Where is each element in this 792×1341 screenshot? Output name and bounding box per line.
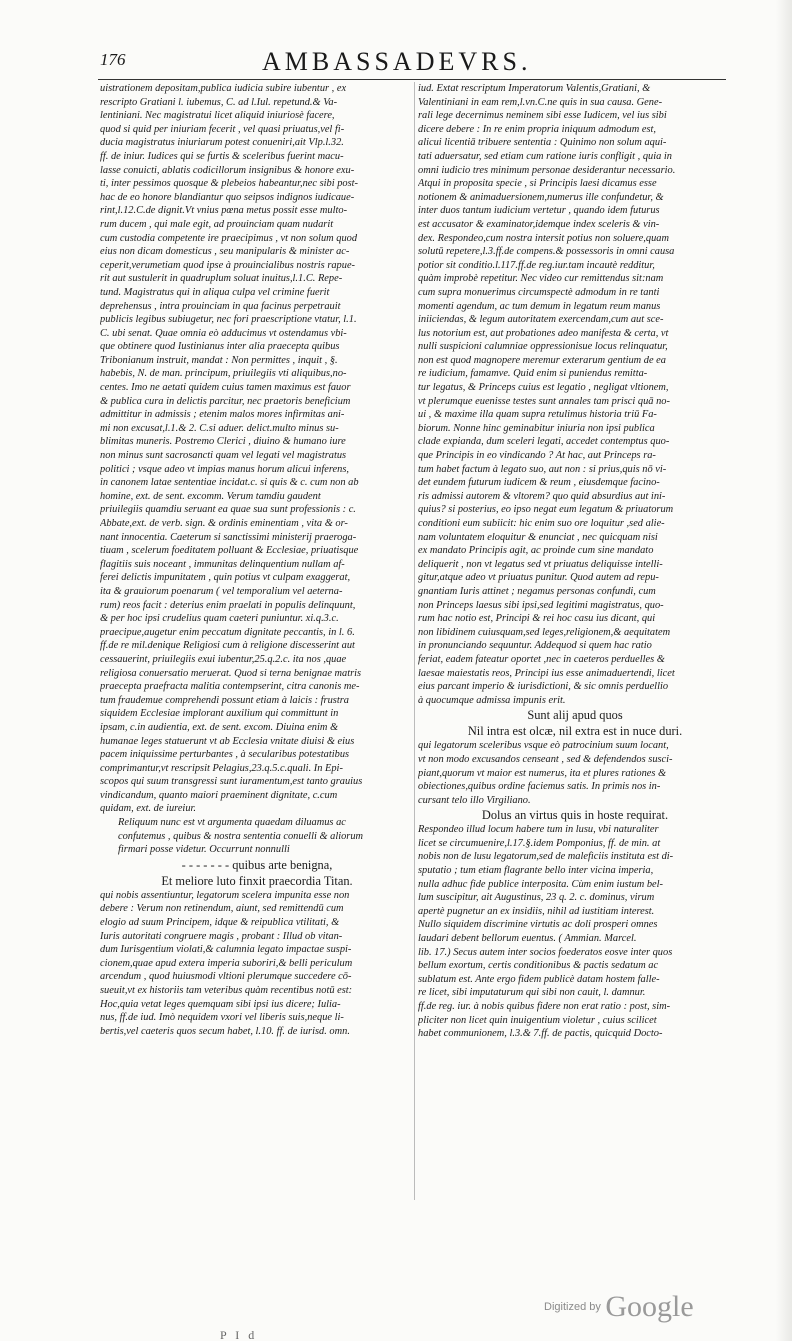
text-line: iud. Extat rescriptum Imperatorum Valentis,Gratiani, & [418, 83, 651, 94]
text-line: elogio ad suum Principem, idque & reipublica vtilitati, & [100, 917, 340, 929]
text-line: re iudicium, famamve. Quid enim si puniendus remitta- [418, 368, 648, 380]
text-line: vt plerumque euenisse testes sunt annales tam prisci quā no- [418, 395, 670, 407]
text-line: clade expianda, dum sceleri legati, accedet contemptus quo- [418, 436, 670, 448]
text-line: tiuam , scelerum foeditatem polluant & Ecclesiae, priuatisque [100, 545, 359, 557]
text-line: nobis non de lusu legatorum,sed de malefìciis instituta est di- [418, 851, 674, 863]
text-line: apertè pugnetur an ex insidiis, nihil ad iustitiam interest. [418, 905, 655, 917]
text-line: que obtinere quod Iustinianus inter alia praecepta quibus [100, 341, 340, 353]
text-line: pliciter non licet quin inuigentium violetur , cuius scilicet [418, 1014, 657, 1026]
text-line: tur legatus, & Princeps cuius est legatio , negligat vltionem, [418, 382, 669, 394]
text-line: dex. Respondeo,cum nostra intersit potius non soluere,quam [418, 232, 669, 244]
text-line: tati aduersatur, sed etiam cum ratione iuris confligit , quia in [418, 150, 672, 162]
text-line: ff. de iniur. Iudices qui se furtis & sceleribus fuerint macu- [100, 150, 344, 162]
text-line: momenti agendum, ac tum demum in legatum reum manus [418, 300, 661, 312]
text-line: omni iudicio tres minimum personae desiderantur necessario. [418, 164, 676, 176]
text-line: solutū repetere,l.3.ff.de compens.& possessoris in omni causa [418, 246, 675, 258]
text-line: feriat, eadem fateatur oportet ,nec in caeteros perduelles & [418, 653, 665, 665]
left-paragraph-reliquum [100, 816, 414, 857]
text-line: hac de eo honore blandiantur quo seipsos indignos iudicaue- [100, 191, 355, 203]
text-line: lum suscipitur, ait Augustinus, 23 q. 2. c. dominus, virum [418, 892, 655, 904]
text-line: laudari debent bellorum euentus. ( Ammian. Marcel. [418, 933, 637, 945]
text-line: obiectiones,quibus ordine faciemus satis. In primis nos in- [418, 781, 661, 793]
page-edge-shadow [776, 0, 792, 1341]
text-line: Nullo siquidem discrimine virtutis ac doli prosperi omnes [418, 919, 658, 931]
text-line: cionem,quae apud extera imperia suboriri,& belli periculum [100, 957, 353, 969]
left-body-text [100, 82, 414, 816]
text-line: vt non modo excusandos censeant , sed & defendendos susci- [418, 753, 673, 765]
text-line: Abbate,ext. de verb. sign. & ordinis eminentiam , vita & or- [100, 518, 348, 529]
text-line: ferei delictis impunitatem , quin potius vt culpam exaggerat, [100, 572, 351, 584]
text-line: ita & grauiorum poenarum ( vel temporalium vel aeterna- [100, 585, 343, 597]
text-line: non minus sunt sacrosancti quam vel legati vel magistratus [100, 450, 347, 462]
text-line: praecepta praefracta malitia contempserint, citra canonis me- [100, 681, 360, 693]
google-logo: Google [605, 1290, 694, 1323]
text-line: Atqui in proposita specie , si Principis laesi dicamus esse [418, 178, 657, 190]
text-line: licet se circumuenire,l.17.§.idem Pomponius, ff. de min. at [418, 837, 661, 849]
text-line: cursant telo illo Virgiliano. [418, 794, 531, 806]
text-line: non Princeps laesus sibi ipsi,sed legitimi magistratus, quo- [418, 599, 664, 611]
text-line: & publica cura in delictis parcitur, nec praetoris beneficium [100, 395, 351, 407]
text-line: ex mandato Principis agit, ac proinde cum sine mandato [418, 545, 654, 557]
text-line: ff.de reg. iur. à nobis quibus fidere non erat ratio : post, sim- [418, 1001, 671, 1012]
text-line: blimitas muneris. Postremo Clerici , diuino & humano iure [100, 436, 346, 448]
text-line: flagitiis suis noceant , immunitas delinquentium nullam af- [100, 558, 345, 570]
text-line: rint,l.12.C.de dignit.Vt vnius pœna metus possit esse multo- [100, 205, 348, 217]
text-line: praecipue,augetur enim peccatum dignitate peccantis, in l. 6. [100, 626, 355, 638]
text-line: deprehensus , intra prouinciam in qua facinus perpetrauit [100, 300, 341, 312]
text-line: non est quod magnopere meremur exterarum gentium de ea [418, 354, 666, 366]
text-line: comprimantur,vt rescripsit Pelagius,23.q.5.c.quali. In Epi- [100, 762, 343, 774]
text-line: non libidinem cuiusquam,sed leges,religionem,& aequitatem [418, 626, 671, 638]
text-line: dicere debere : In re enim propria iniquum admodum est, [418, 123, 656, 135]
text-line: inter duos tantum iudicium vertetur , quando idem futurus [418, 205, 660, 217]
text-line: lus notorium est, aut probationes adeo manifesta & certa, vt [418, 327, 669, 339]
text-line: humanae leges statuerunt vt ab Ecclesia vnitate diuisi & eius [100, 735, 355, 747]
text-line: eius parcant imperio & iurisdictioni, & sic omnis perduellio [418, 681, 669, 693]
text-line: à quocumque admissa impunis erit. [418, 694, 566, 706]
text-line: quàm improbè repetitur. Nec video cur remittendus sit:nam [418, 273, 664, 285]
text-line: nam voluntatem eloquitur & enunciat , nec quicquam nisi [418, 531, 658, 543]
text-line: Reliquum nunc est vt argumenta quaedam diluamus ac [118, 817, 346, 829]
right-mid-text [418, 739, 732, 807]
text-line: gitur,atque adeo vt priuatus punitur. Quod autem ad repu- [418, 572, 659, 584]
left-verse-quote [100, 857, 414, 889]
text-line: scopos qui suum transgressi sunt iuramentum,est tanto grauius [100, 776, 363, 788]
right-verse-heading: Dolus an virtus quis in hoste requirat. [481, 808, 669, 823]
text-line: Respondeo illud locum habere tum in lusu, vbi naturaliter [418, 824, 659, 836]
left-end-text [100, 889, 414, 1039]
text-line: debere : Verum non retinendum, aiunt, sed remittendū cum [100, 903, 344, 915]
text-line: piant,quorum vt maior est numerus, ita et plures rationes & [418, 767, 667, 779]
text-line: dum Iurisgentium violati,& calumnia legato impactae suspi- [100, 944, 352, 956]
text-line: ipsam, c.in audientia, ext. de sent. excom. Diuina enim & [100, 721, 339, 733]
text-line: in pronunciando sequuntur. Addequod si quem hac ratio [418, 640, 652, 652]
header-rule [98, 79, 726, 80]
text-line: qui legatorum sceleribus vsque eò patrocinium suum locant, [418, 740, 669, 752]
text-line: admittitur in admissis ; etenim malos mores infirmitas ani- [100, 409, 345, 421]
text-line: potior sit conditio.l.117.ff.de reg.iur.tam incautè redditur, [418, 259, 655, 271]
verse-line: - - - - - - - quibus arte benigna, [181, 857, 333, 872]
text-line: rum ducem , qui male egit, ad prouinciam quam nudarit [100, 218, 334, 230]
text-line: laesae maiestatis reos, Principi ius esse animaduertendi, licet [418, 667, 675, 679]
text-line: sputatio ; tum etiam flagrante bello inter vicina imperia, [418, 865, 654, 877]
text-line: ff.de re mil.denique Religiosi cum à religione discesserint aut [100, 640, 355, 652]
verse-line: Et meliore luto finxit praecordia Titan. [161, 873, 353, 888]
text-line: que Principis in eo vindicando ? At hac, aut Princeps ra- [418, 450, 656, 462]
text-line: eius non dicam domesticus , seu manipularis & minister ac- [100, 246, 350, 258]
text-line: alicui licentiā tribuere sententia : Quinimo non solum aqui- [418, 137, 667, 149]
right-body-text [418, 82, 732, 707]
text-line: habet communionem, l.3.& 7.ff. de pactis, quicquid Docto- [418, 1028, 663, 1040]
verse-line: Sunt alij apud quos [527, 708, 623, 723]
text-line: in canonem latae sententiae incidat.c. si quis & c. cum non ab [100, 477, 359, 489]
watermark-small-text: Digitized by [544, 1301, 601, 1313]
text-line: det eundem futurum iudicem & reum , eiusdemque facino- [418, 477, 660, 489]
bottom-cropped-text: P I d [220, 1328, 258, 1341]
text-line: sublatum est. Ante ergo fidem publicè datam hostem falle- [418, 973, 660, 985]
text-line: est accusator & examinator,idemque index sceleris & vin- [418, 218, 660, 230]
text-line: uistrationem depositam,publica iudicia subire iubentur , ex [100, 83, 347, 94]
text-line: C. ubi senat. Quae omnia eò adducimus vt ostendamus vbi- [100, 327, 347, 339]
text-line: conditioni eum subiicit: hic enim suo ore loquitur ,sed alie- [418, 518, 665, 529]
text-line: quidam, ext. de iureiur. [100, 803, 197, 815]
text-line: qui nobis assentiuntur, legatorum scelera impunita esse non [100, 889, 350, 901]
text-line: lasse conuicti, ablatis codicillorum insignibus & honore exu- [100, 164, 355, 176]
text-line: bellum exortum, certis conditionibus & pactis sedatum ac [418, 960, 659, 972]
text-line: mi non excusat,l.1.& 2. C.si aduer. delict.multo minus su- [100, 422, 339, 434]
text-line: sueuit,vt ex historiis tam veteribus quàm recentibus notū est: [100, 985, 353, 996]
running-head: AMBASSADEVRS. [262, 47, 532, 76]
text-line: firmari posse videtur. Occurrunt nonnulli [118, 844, 290, 856]
left-column [100, 82, 414, 1038]
text-line: rescripto Gratiani l. iubemus, C. ad l.Iul. repetund.& Va- [100, 96, 338, 108]
text-line: ceperit,verumetiam quod ipse à prouincialibus nostris rapue- [100, 259, 356, 271]
text-line: publicis legibus subiugetur, nec fori praescriptione vtatur, l.1. [100, 314, 357, 326]
text-line: ui , & maxime illa quam supra retulimus historia triū Fa- [418, 409, 657, 421]
text-line: priuilegiis quamdiu seruant ea quae sua sunt professionis : c. [100, 504, 356, 516]
text-line: homine, ext. de sent. excomm. Verum tamdiu gaudent [100, 490, 321, 502]
text-line: Tribonianum instruit, mandat : Non permittes , inquit , §. [100, 354, 338, 366]
text-line: quod si quid per iniuriam fecerit , vel quasi priuatus,vel fi- [100, 123, 345, 135]
text-line: arcendum , quod huiusmodi vltioni plerumque succedere cō- [100, 971, 352, 983]
text-line: rum hac notio est, Principi & rei hoc casu ius dicant, qui [418, 613, 656, 625]
text-line: rit aut sustulerit in quadruplum soluat inuitus,l.1.C. Repe- [100, 273, 343, 285]
text-line: notionem & animaduersionem,numerus ille confundetur, & [418, 191, 664, 203]
text-line: lentiniani. Nec magistratui licet aliquid iniuriosè facere, [100, 110, 335, 122]
text-line: quius? si posterius, eo ipso negat eum legatum & priuatorum [418, 504, 674, 516]
text-line: nus, ff.de iud. Imò nequidem vxori vel liberis suis,neque li- [100, 1012, 344, 1024]
text-line: habebis, N. de man. principum, priuilegiis vti aliquibus,no- [100, 368, 347, 380]
text-line: nulla adhuc fide publice interposita. Cùm enim iustum bel- [418, 878, 664, 890]
page-number: 176 [100, 50, 126, 69]
right-verse-quote [418, 707, 732, 739]
text-line: tum habet factum à legato suo, aut non : si prius,quis nō vi- [418, 463, 667, 475]
text-line: ris admissi autorem & vltorem? quo quid absurdius aut ini- [418, 490, 666, 502]
text-line: bertis,vel caeteris quos secum habet, l.10. ff. de iurisd. omn. [100, 1025, 350, 1037]
text-line: gnantiam Iuris attinet ; negamus personas confundi, cum [418, 585, 656, 597]
text-line: nulli suspicioni calumniae oppressionisue locus relinquatur, [418, 341, 668, 353]
text-line: Iuris autoritati congruere magis , probant : Illud ob vitan- [100, 930, 343, 942]
right-end-text [418, 823, 732, 1041]
right-column [418, 82, 732, 1041]
text-line: ti, inter pessimos quosque & plebeios habeantur,nec sibi post- [100, 178, 359, 190]
text-line: rali lege decernimus neminem sibi esse Iudicem, vel ius sibi [418, 110, 667, 122]
text-line: nant innocentia. Caeterum si sanctissimi ministerij praeroga- [100, 531, 357, 543]
text-line: centes. Imo ne aetati quidem cuius tamen maximus est fauor [100, 382, 351, 394]
text-line: cessauerint, priuilegiis exui iubentur,25.q.2.c. ita nos ,quae [100, 653, 347, 665]
text-line: cum custodia competente ire praecipimus , vt non solum quod [100, 232, 358, 244]
text-line: biorum. Nonne hinc geminabitur iniuria non ipsi publica [418, 422, 655, 434]
google-watermark [544, 1290, 694, 1324]
text-line: cum supra monuerimus circumspectè admodum in re tanti [418, 286, 660, 298]
text-line: deliquerit , non vt legatus sed vt priuatus deliquisse intelli- [418, 558, 663, 570]
text-line: tund. Magistratus qui in aliqua culpa vel crimine fuerit [100, 286, 330, 298]
text-line: re licet, sibi imputaturum qui sibi non cauit, l. damnur. [418, 987, 646, 999]
text-line: rum) reos facit : deterius enim praelati in populis delinquunt, [100, 599, 356, 611]
text-line: ducia magistratus iniuriarum potest conueniri,ait Vlp.l.32. [100, 137, 344, 149]
text-line: politici ; vsque adeo vt impias manus horum alicui inferens, [100, 463, 349, 475]
text-line: religiosa conuersatio meruerat. Quod si terna benignae matris [100, 667, 362, 679]
text-line: pacem iniquissime perturbantes , à secularibus potestatibus [100, 749, 350, 761]
text-line: Valentiniani in eam rem,l.vn.C.ne quis in sua causa. Gene- [418, 96, 663, 108]
text-line: iniiciendas, & legum autoritatem exercendam,cum aut sce- [418, 314, 664, 326]
verse-line: Nil intra est olcæ, nil extra est in nuce duri. [467, 724, 683, 739]
text-line: tum fraudemue comprehendi possunt etiam à laicis : frustra [100, 694, 349, 706]
text-line: siquidem Ecclesiae implorant auxilium qui committunt in [100, 708, 339, 720]
text-line: Hoc,quia vetat leges quemquam sibi ipsi ius dicere; Iulia- [100, 998, 341, 1010]
text-line: confutemus , quibus & nostra sententia conuelli & aliorum [118, 830, 364, 842]
text-line: vindicandum, quanto maiori praeminent dignitate, c.cum [100, 789, 338, 801]
text-line: lib. 17.) Secus autem inter socios foederatos eosve inter quos [418, 946, 673, 958]
text-line: & per hoc ipsi crudelius quam caeteri puniuntur. xi.q.3.c. [100, 613, 339, 625]
column-divider [414, 82, 415, 1200]
